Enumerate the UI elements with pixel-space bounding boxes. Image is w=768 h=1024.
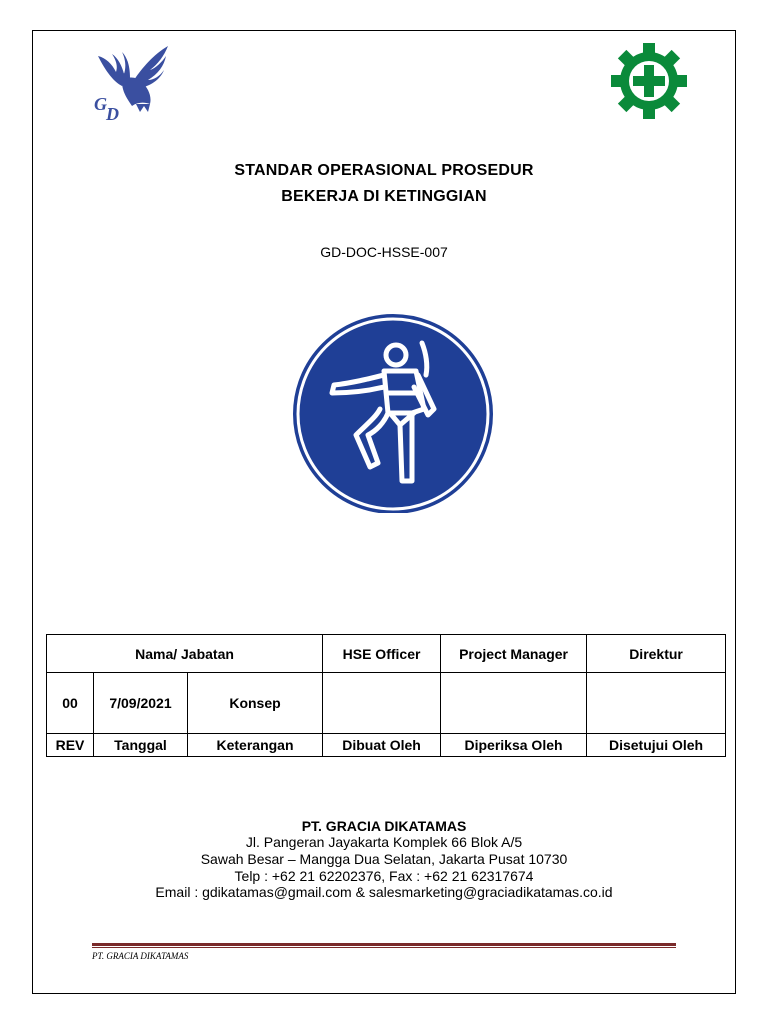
company-name: PT. GRACIA DIKATAMAS xyxy=(301,818,467,834)
svg-text:G: G xyxy=(94,94,107,114)
footer-divider xyxy=(92,943,676,946)
safety-harness-mandatory-icon xyxy=(288,313,500,513)
document-title-line1: STANDAR OPERASIONAL PROSEDUR xyxy=(234,162,534,179)
table-row xyxy=(47,734,726,757)
document-title-line2: BEKERJA DI KETINGGIAN xyxy=(281,188,487,205)
table-row xyxy=(47,673,726,734)
cell-date: 7/09/2021 xyxy=(94,673,188,734)
signature-made-by xyxy=(323,673,441,734)
role-hse-officer: HSE Officer xyxy=(323,635,441,673)
eagle-logo-icon xyxy=(92,42,172,122)
cell-rev: 00 xyxy=(47,673,94,734)
document-code: GD-DOC-HSSE-007 xyxy=(320,244,448,260)
signature-checked-by xyxy=(441,673,587,734)
svg-text:D: D xyxy=(106,104,119,122)
footer-date: Tanggal xyxy=(94,734,188,757)
signature-approved-by xyxy=(587,673,726,734)
approval-table xyxy=(46,634,726,757)
role-project-manager: Project Manager xyxy=(441,635,587,673)
company-phone: Telp : +62 21 62202376, Fax : +62 21 62317674 xyxy=(234,868,534,884)
table-row xyxy=(47,635,726,673)
k3-gear-cross-icon xyxy=(610,42,688,120)
footer-divider-thin xyxy=(92,947,676,948)
cell-note: Konsep xyxy=(188,673,323,734)
company-address-line1: Jl. Pangeran Jayakarta Komplek 66 Blok A/5 xyxy=(245,834,523,850)
footer-company-name: PT. GRACIA DIKATAMAS xyxy=(92,951,189,961)
footer-rev: REV xyxy=(47,734,94,757)
footer-checked-by: Diperiksa Oleh xyxy=(441,734,587,757)
header-name-position: Nama/ Jabatan xyxy=(47,635,323,673)
company-address-line2: Sawah Besar – Mangga Dua Selatan, Jakarta Pusat 10730 xyxy=(200,851,568,867)
company-email: Email : gdikatamas@gmail.com & salesmarketing@graciadikatamas.co.id xyxy=(155,884,613,900)
footer-approved-by: Disetujui Oleh xyxy=(587,734,726,757)
footer-note: Keterangan xyxy=(188,734,323,757)
role-director: Direktur xyxy=(587,635,726,673)
footer-made-by: Dibuat Oleh xyxy=(323,734,441,757)
